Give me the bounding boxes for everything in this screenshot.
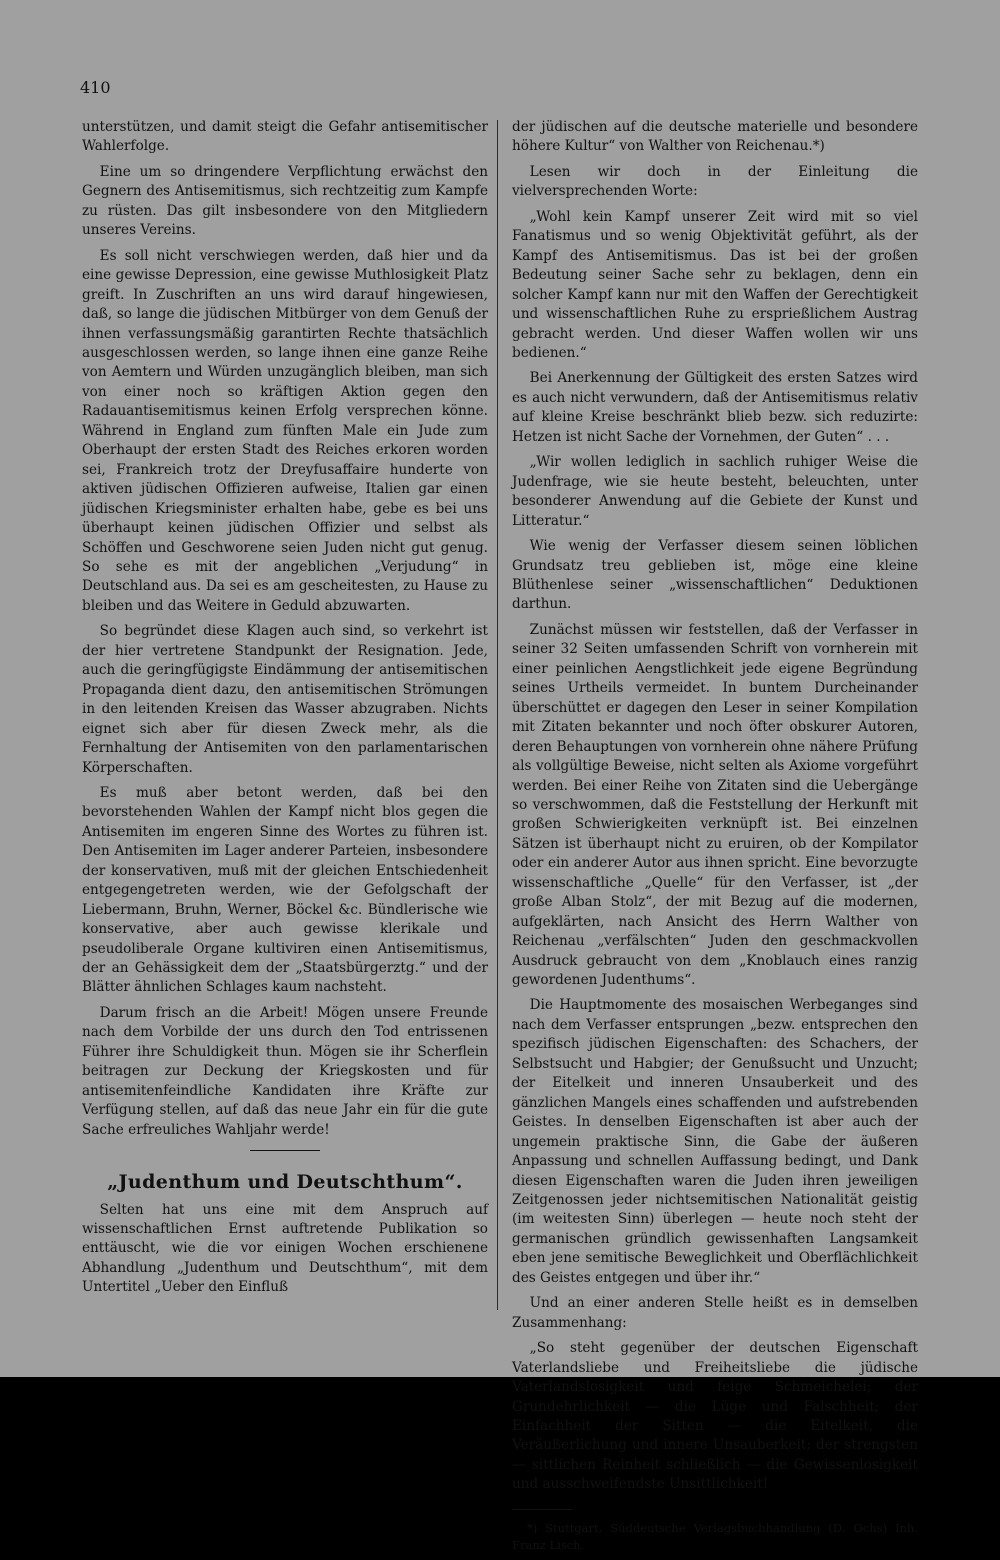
section-rule: [250, 1150, 320, 1151]
page-number: 410: [80, 78, 111, 97]
footnote: *) Stuttgart, Süddeutsche Verlagsbuchhandlung (D. Ochs) Inh. Franz Lisch.: [512, 1520, 918, 1552]
paragraph: Lesen wir doch in der Einleitung die vielversprechenden Worte:: [512, 163, 918, 200]
paragraph: Eine um so dringendere Verpflichtung erwächst den Gegnern des Antisemitismus, sich rechtzeitig zum Kampfe zu rüsten. Das gilt insbesondere von den Mitgliedern unseres Vereins.: [82, 163, 488, 239]
quote-paragraph: „Wohl kein Kampf unserer Zeit wird mit so viel Fanatismus und so wenig Objektivität geführt, als der Kampf des Antisemitismus. Das ist bei der großen Bedeutung seiner Sache sehr zu beklagen, denn ein solcher Kampf kann nur mit den Waffen der Gerechtigkeit und wissenschaftlichen Ruhe zu ersprießlichem Austrag gebracht werden. Und dieser Waffen wollen wir uns bedienen.“: [512, 208, 918, 361]
paragraph: So begründet diese Klagen auch sind, so verkehrt ist der hier vertretene Standpunkt der Resignation. Jede, auch die geringfügigste Eindämmung der antisemitischen Propaganda dient dazu, den antisemitischen Strömungen in den leitenden Kreisen das Wasser abzugraben. Nichts eignet sich aber für diesen Zweck mehr, als die Fernhaltung der Antisemiten von den parlamentarischen Körperschaften.: [82, 623, 488, 776]
paragraph: Es soll nicht verschwiegen werden, daß hier und da eine gewisse Depression, eine gewisse Muthlosigkeit Platz greift. In Zuschriften an uns wird darauf hingewiesen, daß, so lange die jüdischen Mitbürger von dem Genuß der ihnen verfassungsmäßig garantirten Rechte thatsächlich ausgeschlossen werden, so lange ihnen eine ganze Reihe von Aemtern und Würden unzugänglich bleiben, man sich von einer noch so kräftigen Aktion gegen den Radauantisemitismus keinen Erfolg versprechen könne. Während in England zum fünften Male ein Jude zum Oberhaupt der ersten Stadt des Reiches erkoren worden sei, Frankreich trotz der Dreyfusaffaire hunderte von aktiven jüdischen Offizieren aufweise, Italien gar einen jüdischen Kriegsminister erhalten habe, gebe es bei uns überhaupt keinen jüdischen Offizier und selbst als Schöffen und Geschworene seien Juden nicht gut genug. So sehe es mit der angeblichen „Verjudung“ in Deutschland aus. Da sei es am gescheitesten, zu Hause zu bleiben und das Weitere in Geduld abzuwarten.: [82, 247, 488, 614]
paragraph: Wie wenig der Verfasser diesem seinen löblichen Grundsatz treu geblieben ist, möge eine kleine Blüthenlese seiner „wissenschaftlichen“ Deduktionen darthun.: [512, 538, 918, 613]
paragraph: unterstützen, und damit steigt die Gefahr antisemitischer Wahlerfolge.: [82, 119, 488, 155]
footnote-rule: [512, 1509, 572, 1510]
column-divider: [497, 120, 498, 1310]
paragraph: Es muß aber betont werden, daß bei den bevorstehenden Wahlen der Kampf nicht blos gegen die Antisemiten im engeren Sinne des Wortes zu führen ist. Den Antisemiten im Lager anderer Parteien, insbesondere der konservativen, muß mit der gleichen Entschiedenheit entgegengetreten werden, wie der Gefolgschaft der Liebermann, Bruhn, Werner, Böckel &c. Bündlerische wie konservative, aber auch gewisse klerikale und pseudoliberale Organe kultiviren einen Antisemitismus, der an Gehässigkeit dem der „Staatsbürgerztg.“ und der Blätter ähnlichen Schlages kaum nachsteht.: [82, 784, 488, 996]
paragraph: Bei Anerkennung der Gültigkeit des ersten Satzes wird es auch nicht verwundern, daß der Antisemitismus relativ auf kleine Kreise beschränkt blieb bezw. sich reduzirte: Hetzen ist nicht Sache der Vornehmen, der Guten“ . . .: [512, 370, 918, 445]
left-column: [82, 118, 488, 1304]
paragraph: Selten hat uns eine mit dem Anspruch auf wissenschaftlichen Ernst auftretende Publikation so enttäuscht, wie die vor einigen Wochen erschienene Abhandlung „Judenthum und Deutschthum“, mit dem Untertitel „Ueber den Einfluß: [82, 1201, 488, 1296]
paragraph: Darum frisch an die Arbeit! Mögen unsere Freunde nach dem Vorbilde der uns durch den Tod entrissenen Führer ihre Schuldigkeit thun. Mögen sie ihr Scherflein beitragen zur Deckung der Kriegskosten und für antisemitenfeindliche Kandidaten ihre Kräfte zur Verfügung stellen, auf daß das neue Jahr ein für die gute Sache erfreuliches Wahljahr werde!: [82, 1004, 488, 1138]
paragraph: der jüdischen auf die deutsche materielle und besondere höhere Kultur“ von Walther von Reichenau.*): [512, 119, 918, 155]
paragraph: Zunächst müssen wir feststellen, daß der Verfasser in seiner 32 Seiten umfassenden Schrift von vornherein mit einer peinlichen Aengstlichkeit jede eigene Begründung seines Urtheils vermeidet. In buntem Durcheinander überschüttet er dagegen den Leser in seiner Kompilation mit Zitaten bekannter und noch öfter obskurer Autoren, deren Behauptungen von vornherein ohne nähere Prüfung als vollgültige Beweise, nicht selten als Axiome vorgeführt werden. Bei einer Reihe von Zitaten sind die Uebergänge so verschwommen, daß die Feststellung der Herkunft mit großen Schwierigkeiten verknüpft ist. Bei einzelnen Sätzen ist überhaupt nicht zu eruiren, ob der Kompilator oder ein anderer Autor aus ihnen spricht. Eine bevorzugte wissenschaftliche „Quelle“ für den Verfasser, ist „der große Alban Stolz“, der mit Bezug auf die modernen, aufgeklärten, nach Ansicht des Herrn Walther von Reichenau „verfälschten“ Juden den geschmackvollen Ausdruck gebraucht von dem „Knoblauch eines ranzig gewordenen Judenthums“.: [512, 621, 918, 989]
quote-paragraph: „Wir wollen lediglich in sachlich ruhiger Weise die Judenfrage, wie sie heute besteht, beleuchten, unter besonderer Anwendung auf die Gebiete der Kunst und Litteratur.“: [512, 454, 918, 529]
right-column: [512, 118, 918, 1560]
quote-paragraph: „So steht gegenüber der deutschen Eigenschaft Vaterlandsliebe und Freiheitsliebe die jüdische Vaterlandslosigkeit und feige Schmeichelei; der Grundehrlichkeit — die Lüge und Falschheit; der Einfachheit der Sitten — die Eitelkeit, die Veräußerlichung und innere Unsauberkeit; der strengsten — sittlichen Reinheit schließlich — die Gewissenlosigkeit und ausschweifendste Unsittlichkeit!: [512, 1340, 918, 1493]
paragraph: Die Hauptmomente des mosaischen Werbeganges sind nach dem Verfasser entsprungen „bezw. entsprechen den spezifisch jüdischen Eigenschaften: des Schachers, der Selbstsucht und Habgier; der Genußsucht und Unzucht; der Eitelkeit und inneren Unsauberkeit und des gänzlichen Mangels eines schaffenden und aufstrebenden Geistes. In denselben Eigenschaften ist aber auch der ungemein praktische Sinn, die Gabe der äußeren Anpassung und schnellen Auffassung bedingt, und Dank diesen Eigenschaften waren die Juden ihren jeweiligen Zeitgenossen jeder nichtsemitischen Nationalität geistig (im weitesten Sinn) überlegen — heute noch steht der germanischen gründlich gewissenhaften Langsamkeit eben jene semitische Beweglichkeit und Oberflächlichkeit des Geistes entgegen und über ihr.“: [512, 997, 918, 1286]
paragraph: Und an einer anderen Stelle heißt es in demselben Zusammenhang:: [512, 1295, 918, 1331]
article-title: „Judenthum und Deutschthum“.: [107, 1171, 463, 1194]
